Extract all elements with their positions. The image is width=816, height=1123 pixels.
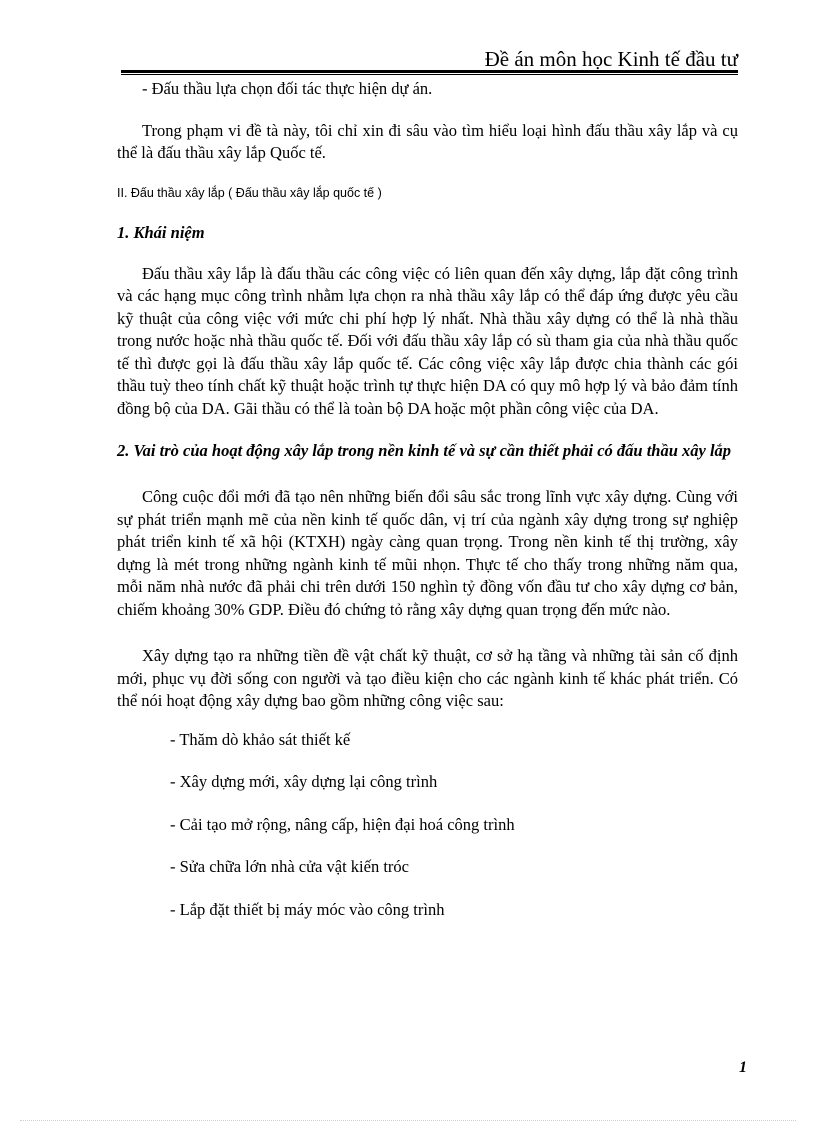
role-paragraph-2: Xây dựng tạo ra những tiền đề vật chất kỹ thuật, cơ sở hạ tầng và những tài sản cố định mới, phục vụ đời sống con người và tạo điều kiện cho các ngành kinh tế khác phát triển. Có thể nói hoạt động xây dựng bao gồm những công việc sau:: [117, 646, 738, 710]
scope-paragraph: Trong phạm vi đề tà này, tôi chỉ xin đi sâu vào tìm hiểu loại hình đấu thầu xây lắp và cụ thể là đấu thầu xây lắp Quốc tế.: [117, 120, 738, 162]
list-item: - Sửa chữa lớn nhà cửa vật kiến tróc: [170, 857, 409, 876]
role-paragraph-1: Công cuộc đổi mới đã tạo nên những biến đổi sâu sắc trong lĩnh vực xây dựng. Cùng với sự phát triển mạnh mẽ của nền kinh tế quốc dân, vị trí của ngành xây dựng trong sự nghiệp phát triển kinh tế xã hội (KTXH) ngày càng quan trọng. Trong nền kinh tế thị trường, xây dựng là mét trong những ngành kinh tế mũi nhọn. Thực tế cho thấy trong những năm qua, mỗi năm nhà nước đã phải chi trên dưới 150 nghìn tỷ đồng vốn đầu tư cho xây dựng cơ bản, chiếm khoảng 30% GDP. Điều đó chứng tỏ rằng xây dựng quan trọng đến mức nào.: [117, 487, 738, 619]
list-item: - Cải tạo mở rộng, nâng cấp, hiện đại hoá công trình: [170, 814, 515, 834]
page-content: [117, 76, 738, 921]
page-bottom-divider: [20, 1120, 796, 1121]
header-rule: [121, 70, 738, 75]
page-number: 1: [739, 1059, 747, 1076]
list-item: - Xây dựng mới, xây dựng lại công trình: [170, 772, 438, 791]
section-heading: II. Đấu thầu xây lắp ( Đấu thầu xây lắp quốc tế ): [117, 185, 382, 200]
list-item: - Lắp đặt thiết bị máy móc vào công trình: [170, 899, 445, 919]
header-title: Đề án môn học Kinh tế đầu tư: [484, 47, 738, 71]
subheading-concept: 1. Khái niệm: [117, 222, 205, 242]
subheading-role: 2. Vai trò của hoạt động xây lắp trong nền kinh tế và sự cần thiết phải có đấu thầu xây lắp: [117, 441, 732, 460]
intro-item: - Đấu thầu lựa chọn đối tác thực hiện dự án.: [142, 79, 433, 98]
list-item: - Thăm dò khảo sát thiết kế: [170, 729, 351, 749]
concept-paragraph: Đấu thầu xây lắp là đấu thầu các công việc có liên quan đến xây dựng, lắp đặt công trình và các hạng mục công trình nhằm lựa chọn ra nhà thầu xây lắp có thể đáp ứng được yêu cầu kỹ thuật của công việc với mức chi phí hợp lý nhất. Nhà thầu xây dựng có thể là nhà thầu trong nước hoặc nhà thầu quốc tế. Đối với đấu thầu xây lắp có sù tham gia của nhà thầu quốc tế thì được gọi là đấu thầu xây lắp quốc tế. Các công việc xây lắp được chia thành các gói thầu tuỳ theo tính chất kỹ thuật hoặc trình tự thực hiện DA có quy mô hợp lý và bảo đảm tính đồng bộ của DA. Gãi thầu có thể là toàn bộ DA hoặc một phần công việc của DA.: [117, 263, 738, 418]
